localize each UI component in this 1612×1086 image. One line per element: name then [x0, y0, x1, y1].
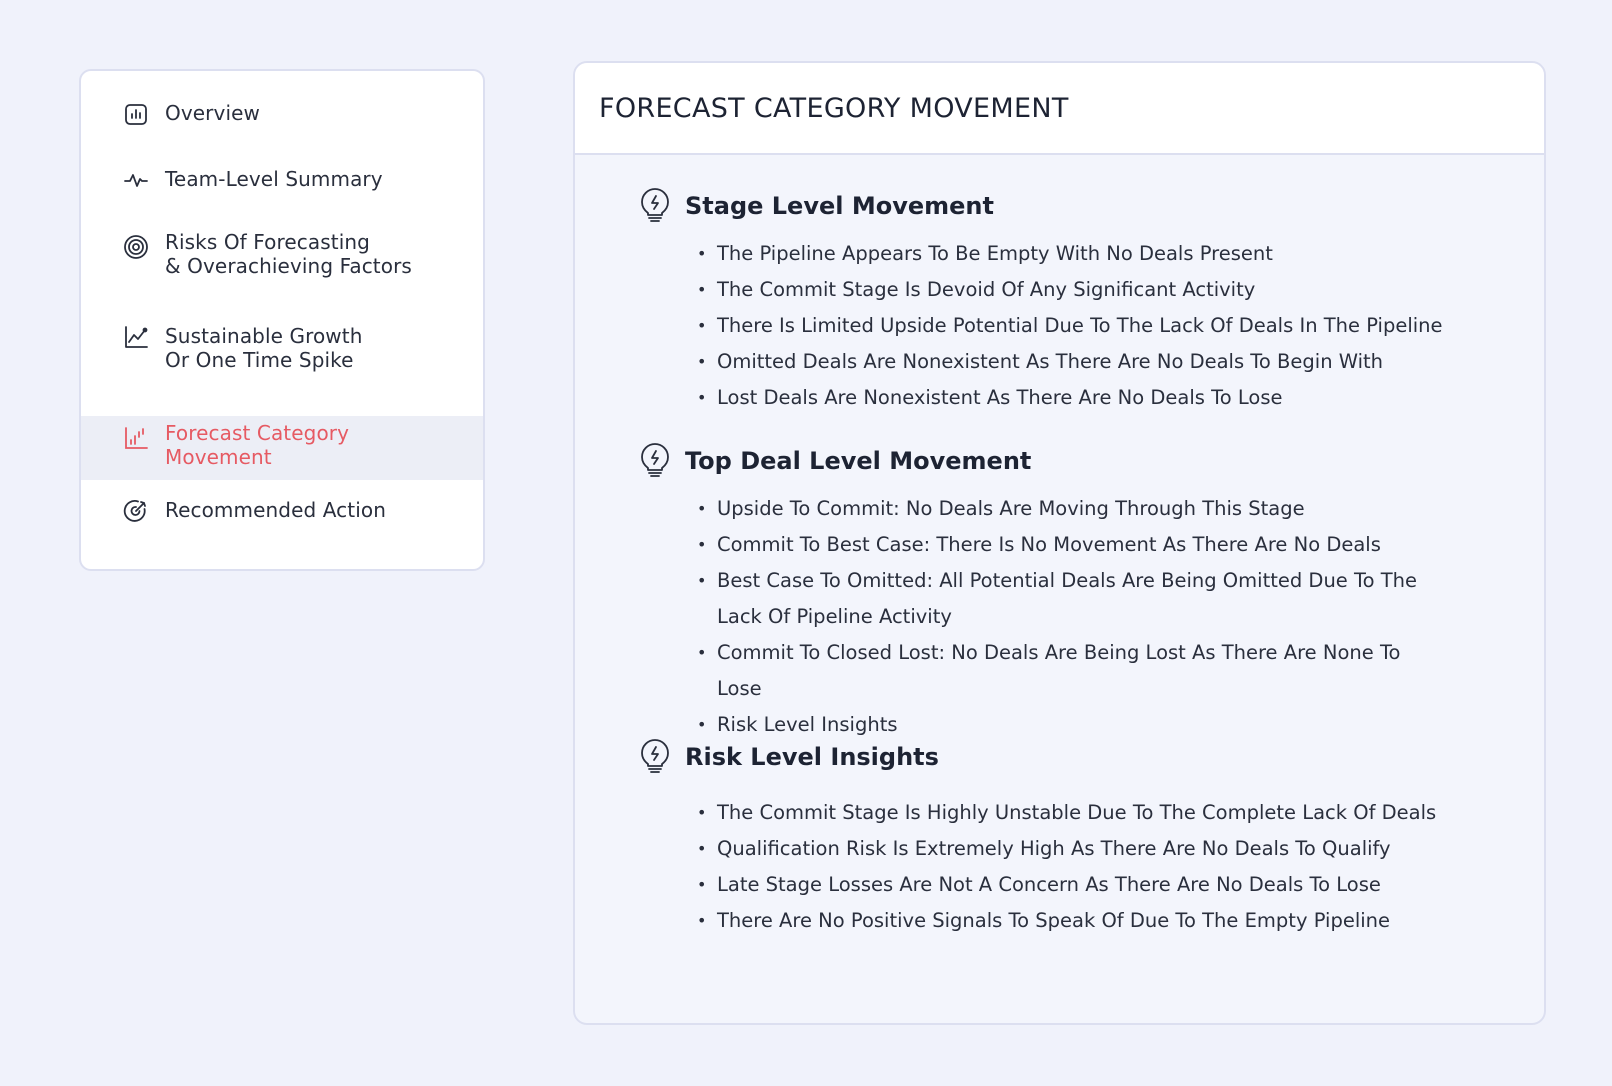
section-stage-level-movement: [639, 186, 1499, 416]
lightbulb-bolt-icon: [639, 738, 671, 776]
list-item: • The Pipeline Appears To Be Empty With No Deals Present: [697, 236, 1499, 272]
list-item: • Risk Level Insights: [697, 707, 1427, 743]
section-title: Top Deal Level Movement: [685, 447, 1032, 475]
section-title: Risk Level Insights: [685, 743, 939, 771]
sidebar: [79, 69, 485, 571]
sidebar-item-label: Sustainable Growth Or One Time Spike: [165, 324, 363, 372]
bar-chart-rising-icon: [123, 425, 149, 451]
sidebar-item-label: Team-Level Summary: [165, 167, 383, 191]
section-heading: [639, 737, 1499, 777]
section-title: Stage Level Movement: [685, 192, 994, 220]
bullet-list: [697, 236, 1499, 416]
bullet-list: [697, 491, 1427, 743]
sidebar-item-sustainable-growth[interactable]: [81, 324, 483, 384]
list-item: • Commit To Closed Lost: No Deals Are Being Lost As There Are None To Lose: [697, 635, 1427, 707]
list-item: • Best Case To Omitted: All Potential Deals Are Being Omitted Due To The Lack Of Pipeline Activity: [697, 563, 1427, 635]
list-item: • Qualification Risk Is Extremely High As There Are No Deals To Qualify: [697, 831, 1499, 867]
sidebar-item-label: Recommended Action: [165, 498, 386, 522]
sidebar-item-recommended-action[interactable]: [81, 498, 483, 532]
section-heading: [639, 441, 1499, 481]
list-item: • The Commit Stage Is Devoid Of Any Significant Activity: [697, 272, 1499, 308]
lightbulb-bolt-icon: [639, 442, 671, 480]
forecast-panel: [573, 61, 1546, 1025]
list-item: • There Are No Positive Signals To Speak Of Due To The Empty Pipeline: [697, 903, 1499, 939]
bullet-list: [697, 795, 1499, 939]
sidebar-item-label: Risks Of Forecasting & Overachieving Factors: [165, 230, 412, 278]
section-heading: [639, 186, 1499, 226]
target-arrow-icon: [123, 498, 149, 524]
list-item: • There Is Limited Upside Potential Due To The Lack Of Deals In The Pipeline: [697, 308, 1499, 344]
list-item: • Late Stage Losses Are Not A Concern As There Are No Deals To Lose: [697, 867, 1499, 903]
lightbulb-bolt-icon: [639, 187, 671, 225]
sidebar-item-team-level-summary[interactable]: [81, 167, 483, 201]
sidebar-item-forecast-category-movement[interactable]: [81, 416, 483, 480]
panel-header: [575, 63, 1544, 155]
sidebar-item-risks[interactable]: [81, 230, 483, 290]
list-item: • The Commit Stage Is Highly Unstable Due To The Complete Lack Of Deals: [697, 795, 1499, 831]
list-item: • Upside To Commit: No Deals Are Moving Through This Stage: [697, 491, 1427, 527]
page-title: FORECAST CATEGORY MOVEMENT: [599, 92, 1069, 124]
sidebar-item-label: Overview: [165, 101, 260, 125]
sidebar-item-label: Forecast Category Movement: [165, 421, 350, 469]
pulse-icon: [123, 167, 149, 193]
list-item: • Lost Deals Are Nonexistent As There Are No Deals To Lose: [697, 380, 1499, 416]
list-item: • Omitted Deals Are Nonexistent As There Are No Deals To Begin With: [697, 344, 1499, 380]
bar-chart-icon: [123, 101, 149, 127]
target-icon: [123, 234, 149, 260]
sidebar-item-overview[interactable]: [81, 101, 483, 135]
section-risk-level-insights: [639, 737, 1499, 939]
list-item: • Commit To Best Case: There Is No Movement As There Are No Deals: [697, 527, 1427, 563]
section-top-deal-level-movement: [639, 441, 1499, 743]
growth-chart-icon: [123, 324, 149, 350]
